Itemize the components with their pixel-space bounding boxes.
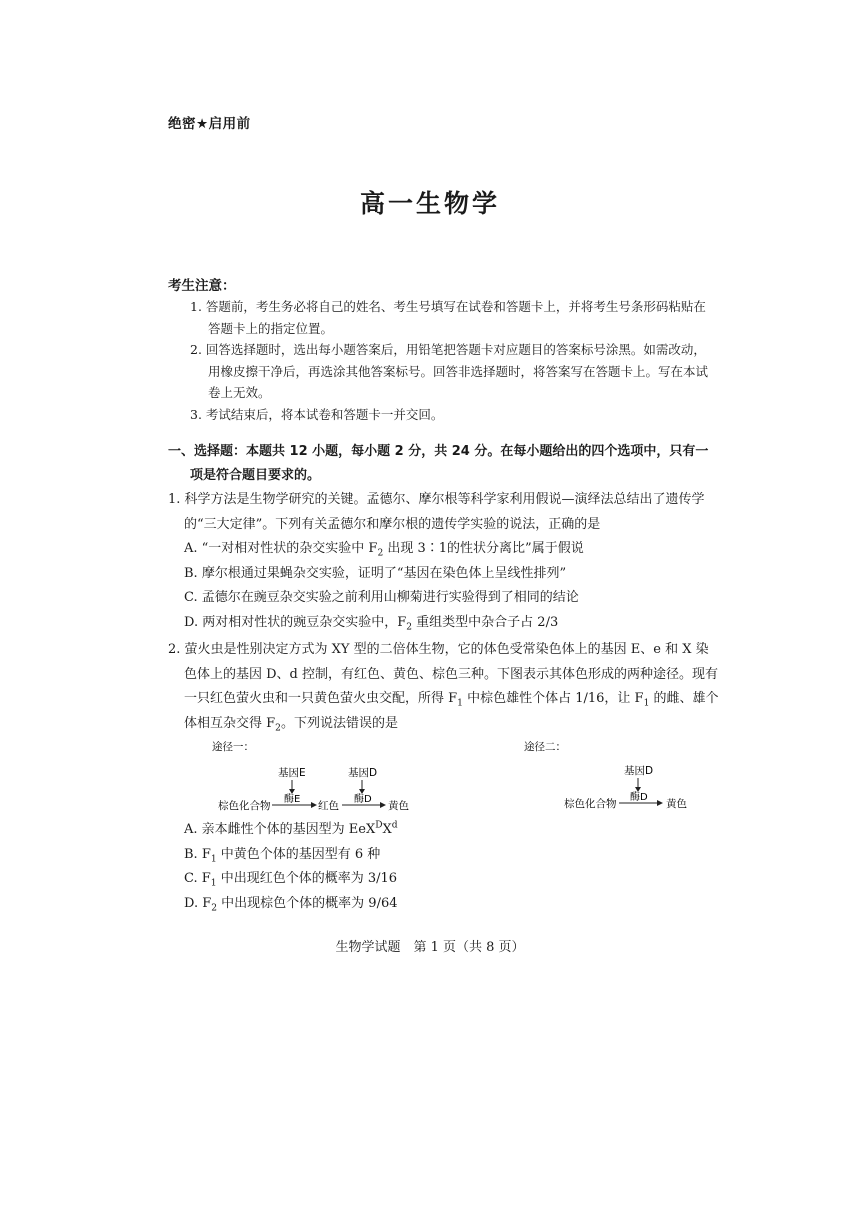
section-heading: 一、选择题：本题共 12 小题，每小题 2 分，共 24 分。在每小题给出的四个选项中，只有一项是符合题目要求的。 [168, 444, 709, 483]
page-footer: 生物学试题 第 1 页（共 8 页） [335, 940, 525, 955]
pathway-1-diagram [208, 738, 438, 818]
question-1-option-b: B. 摩尔根通过果蝇杂交实验，证明了“基因在染色体上呈线性排列” [184, 565, 567, 581]
notice-list [190, 296, 710, 425]
gene-d-label: 基因D [348, 767, 378, 779]
question-1-stem: 1. 科学方法是生物学研究的关键。孟德尔、摩尔根等科学家利用假说—演绎法总结出了遗传学的“三大定律”。下列有关孟德尔和摩尔根的遗传学实验的说法，正确的是 [168, 492, 705, 532]
gene-e-label: 基因E [278, 767, 306, 779]
notice-item: 1. 答题前，考生务必将自己的姓名、考生号填写在试卷和答题卡上，并将考生号条形码粘贴在答题卡上的指定位置。 [190, 299, 706, 336]
question-1-option-a: A. “一对相对性状的杂交实验中 $F_2$ 出现 3∶1的性状分离比”属于假说 [184, 541, 584, 559]
question-2-options [168, 818, 688, 916]
gene-d-label: 基因D [624, 765, 654, 777]
red-label: 红色 [318, 800, 339, 812]
enzyme-d-label: 酶D [354, 794, 372, 805]
yellow-label: 黄色 [666, 798, 687, 810]
secret-label: 绝密★启用前 [168, 116, 251, 132]
enzyme-e-label: 酶E [284, 794, 301, 805]
brown-compound-label: 棕色化合物 [564, 798, 617, 810]
pathway-2-diagram [520, 738, 720, 818]
question-2-option-c: C. $F_1$ 中出现红色个体的概率为 3/16 [184, 871, 398, 889]
enzyme-d-label: 酶D [630, 792, 648, 803]
pathway-2-label: 途径二： [524, 741, 566, 753]
question-2-option-b: B. $F_1$ 中黄色个体的基因型有 6 种 [184, 846, 381, 865]
notice-item: 2. 回答选择题时，选出每小题答案后，用铅笔把答题卡对应题目的答案标号涂黑。如需改动，用橡皮擦干净后，再选涂其他答案标号。回答非选择题时，将答案写在答题卡上。写在本试卷上无效。 [190, 342, 709, 400]
question-2 [168, 638, 720, 736]
page-title: 高一生物学 [359, 189, 500, 218]
question-1-option-c: C. 孟德尔在豌豆杂交实验之前利用山柳菊进行实验得到了相同的结论 [184, 590, 579, 605]
pathway-1-label: 途径一： [212, 741, 254, 753]
question-1 [168, 488, 720, 635]
brown-compound-label: 棕色化合物 [218, 800, 271, 812]
question-2-option-a: A. 亲本雌性个体的基因型为 $EeX^DX^d$ [184, 820, 398, 837]
notice-heading: 考生注意： [168, 278, 236, 294]
question-2-option-d: D. $F_2$ 中出现棕色个体的概率为 9/64 [184, 895, 398, 914]
question-2-stem: 2. 萤火虫是性别决定方式为 XY 型的二倍体生物，它的体色受常染色体上的基因 E、e 和 X 染色体上的基因 D、d 控制，有红色、黄色、棕色三种。下图表示其体色形成的两种途径。现有一只红色萤火虫和一只黄色萤火虫交配，所得 $F_1$ 中棕色雄性个体占 1/16，让 $F_1$ 的雌、雄个体相互杂交得 $F_2$。下列说法错误的是 [168, 642, 719, 734]
yellow-label: 黄色 [388, 800, 409, 812]
notice-item: 3. 考试结束后，将本试卷和答题卡一并交回。 [190, 406, 444, 422]
question-1-option-d: D. 两对相对性状的豌豆杂交实验中，$F_2$ 重组类型中杂合子占 2/3 [184, 614, 559, 633]
